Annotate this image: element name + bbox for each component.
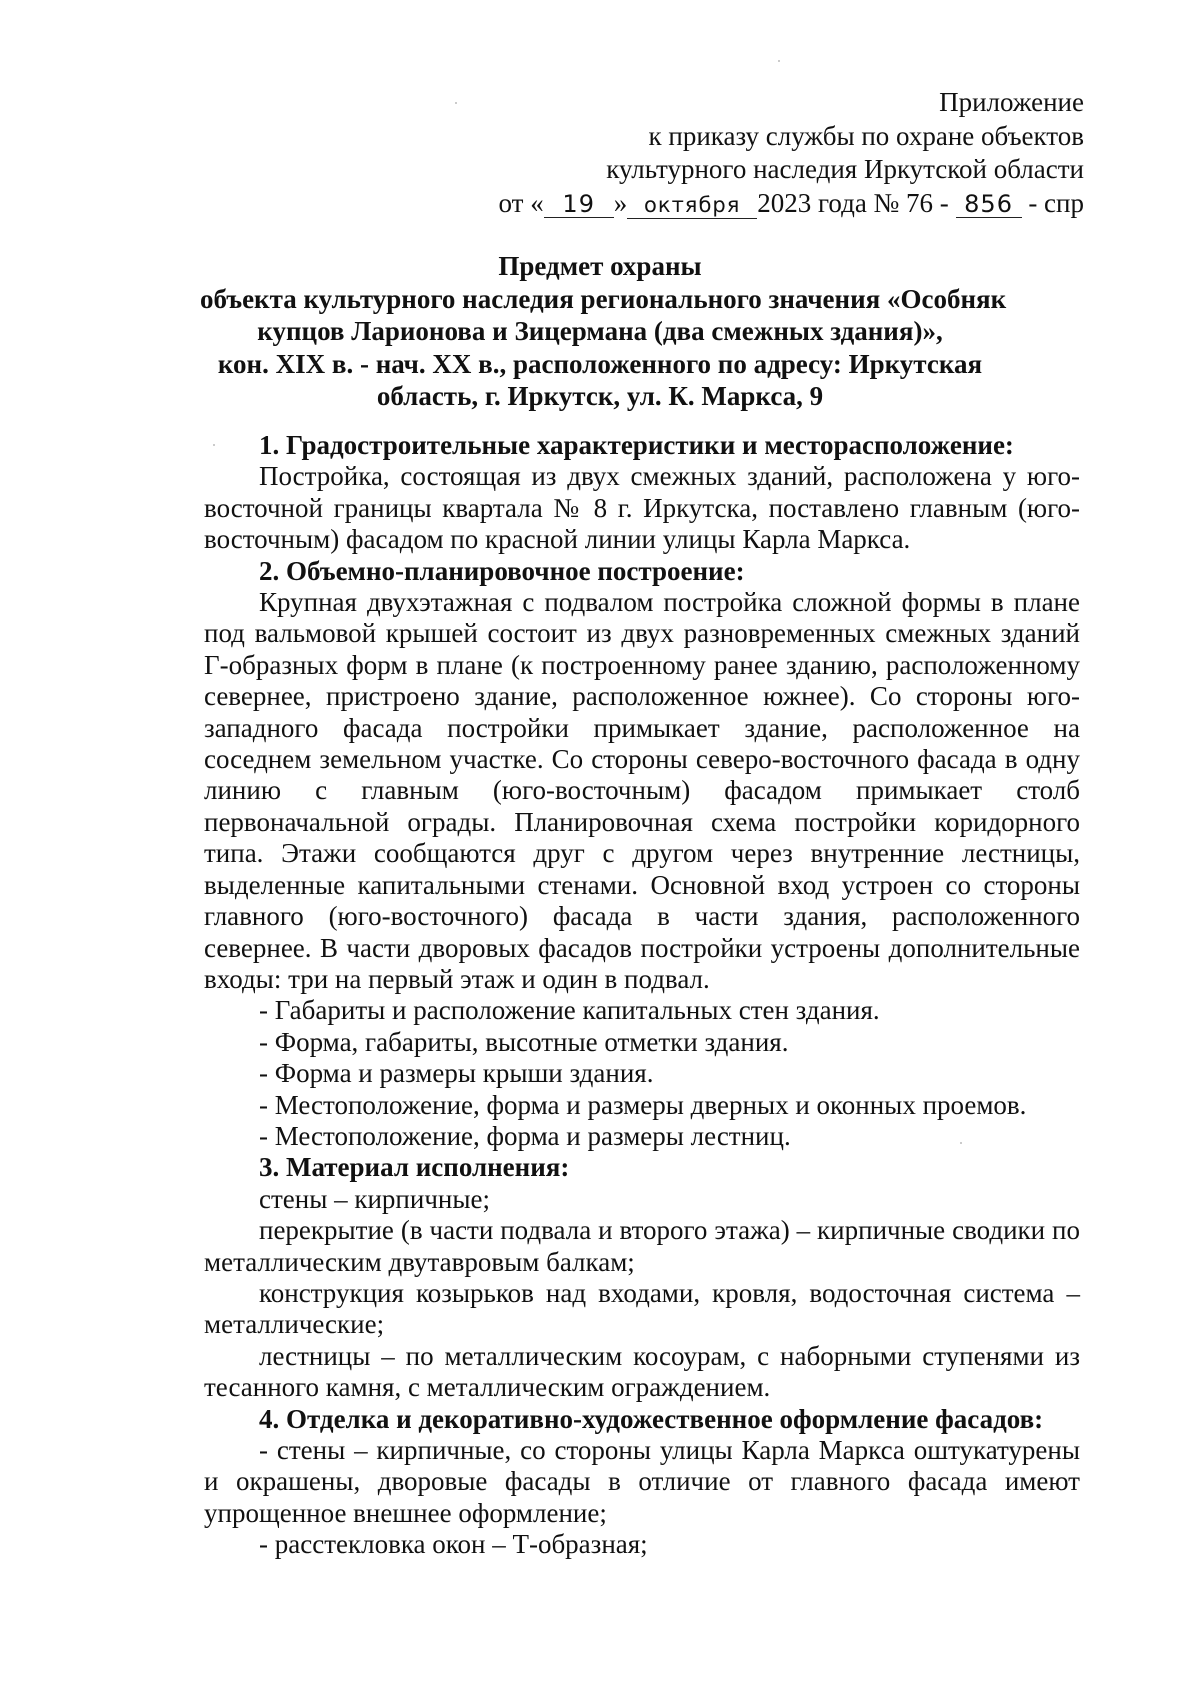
section-2-item: - Форма, габариты, высотные отметки здания. [259, 1026, 789, 1057]
handwritten-day: 19 [544, 191, 614, 218]
section-3-floors: перекрытие (в части подвала и второго этажа) – кирпичные сводики по металлическим двутавровым балкам; [204, 1215, 1080, 1277]
section-4-glazing: - расстекловка окон – Т-образная; [259, 1529, 648, 1560]
section-2-heading: 2. Объемно-планировочное построение: [259, 555, 745, 586]
annex-order-line: к приказу службы по охране объектов [648, 120, 1084, 151]
title-line-3: купцов Ларионова и Зицермана (два смежных здания)», [257, 316, 943, 346]
handwritten-month: октября [627, 192, 757, 219]
section-3-stairs: лестницы – по металлическим косоурам, с наборными ступенями из тесанного камня, с металлическим ограждением. [204, 1340, 1080, 1403]
section-2-text: Крупная двухэтажная с подвалом постройка сложной формы в плане под вальмовой крышей состоит из двух разновременных смежных зданий Г-образных форм в плане (к построенному ранее зданию, расположенному севернее, пристроено здание, расположенное южнее). Со стороны юго-западного фасада постройки примыкает здание, расположенное на соседнем земельном участке. Со стороны северо-восточного фасада в одну линию с главным (юго-восточным) фасадом примыкает столб первоначальной ограды. Планировочная схема постройки коридорного типа. Этажи сообщаются друг с другом через внутренние лестницы, выделенные капитальными стенами. Основной вход устроен со стороны главного (юго-восточного) фасада в части здания, расположенного севернее. В части дворовых фасадов постройки устроены дополнительные входы: три на первый этаж и один в подвал. [204, 587, 1080, 994]
annex-title: Приложение [939, 87, 1084, 117]
section-3-heading: 3. Материал исполнения: [259, 1152, 570, 1183]
section-2-item: - Местоположение, форма и размеры лестниц. [259, 1120, 791, 1151]
annex-order-date-line [499, 187, 1085, 221]
order-suffix: - спр [1028, 187, 1084, 218]
handwritten-order-number: 856 [956, 191, 1022, 218]
title-line-5: область, г. Иркутск, ул. К. Маркса, 9 [376, 381, 824, 411]
section-3-walls: стены – кирпичные; [259, 1183, 490, 1214]
section-2-item: - Габариты и расположение капитальных стен здания. [259, 995, 880, 1026]
section-1-heading: 1. Градостроительные характеристики и месторасположение: [259, 430, 1014, 460]
annex-header [499, 86, 1085, 220]
document-title [200, 250, 1007, 413]
section-4-walls: - стены – кирпичные, со стороны улицы Карла Маркса оштукатурены и окрашены, дворовые фасады в отличие от главного фасада имеют упрощенное внешнее оформление; [204, 1435, 1080, 1528]
section-2-item: - Форма и размеры крыши здания. [259, 1058, 654, 1089]
order-year-text: 2023 года № 76 - [757, 187, 949, 218]
title-line-2: объекта культурного наследия регионального значения «Особняк [200, 283, 1007, 314]
section-3-canopies: конструкция козырьков над входами, кровля, водосточная система – металлические; [204, 1277, 1080, 1340]
section-4-heading: 4. Отделка и декоративно-художественное оформление фасадов: [259, 1403, 1044, 1434]
title-line-1: Предмет охраны [498, 251, 702, 281]
document-body [204, 430, 1080, 1561]
annex-authority-line: культурного наследия Иркутской области [606, 154, 1084, 184]
section-1-text: Постройка, состоящая из двух смежных зданий, расположена у юго-восточной границы квартала № 8 г. Иркутска, поставлено главным (юго-восточным) фасадом по красной линии улицы Карла Маркса. [204, 461, 1080, 555]
title-line-4: кон. XIX в. - нач. XX в., расположенного по адресу: Иркутская [217, 348, 983, 379]
order-date-prefix: от « [498, 187, 544, 218]
section-2-item: - Местоположение, форма и размеры дверных и оконных проемов. [259, 1089, 1027, 1120]
order-date-quote: » [613, 187, 628, 218]
